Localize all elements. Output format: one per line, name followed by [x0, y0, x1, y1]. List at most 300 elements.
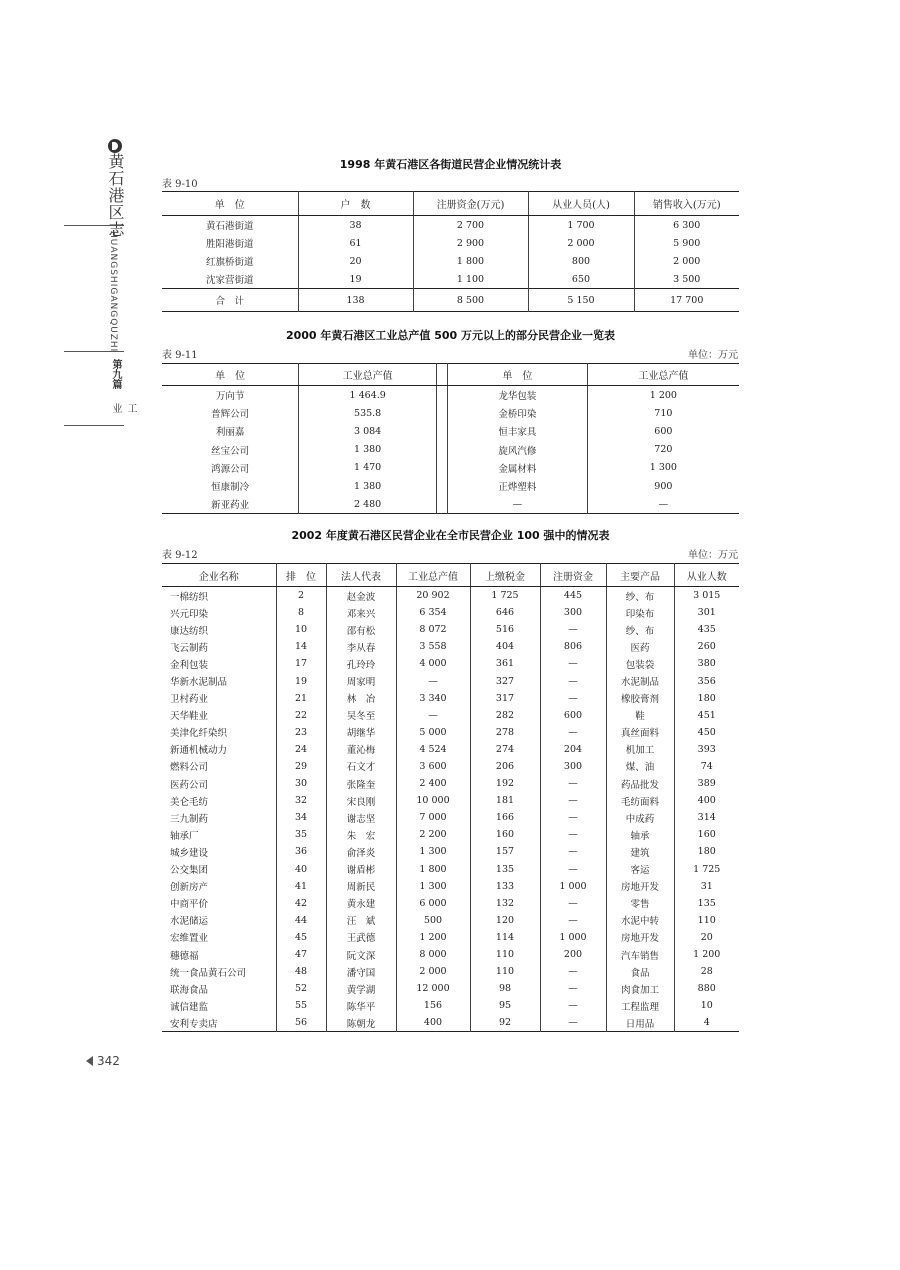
table-cell: — [540, 997, 606, 1014]
table-cell: 房地开发 [606, 878, 674, 895]
table-cell: 160 [470, 826, 540, 843]
table-cell: 650 [528, 270, 634, 289]
table-cell: 林 冶 [326, 690, 396, 707]
column-header: 从业人员(人) [528, 192, 634, 216]
table-cell: — [540, 690, 606, 707]
table-cell: 一棉纺织 [170, 591, 209, 603]
table-cell: 6 354 [396, 604, 470, 621]
table-cell: 135 [470, 861, 540, 878]
table-cell: 138 [298, 289, 413, 312]
table-cell: 317 [470, 690, 540, 707]
table-cell: 印染布 [606, 604, 674, 621]
table-cell: 516 [470, 621, 540, 638]
table-cell: 鸿源公司 [211, 463, 250, 475]
table-cell: 3 600 [396, 758, 470, 775]
table-row [162, 234, 739, 252]
table-cell: 1 380 [299, 441, 437, 459]
table-cell: 金属材料 [498, 463, 537, 475]
table-cell: 1 470 [299, 459, 437, 477]
table-cell: 新亚药业 [211, 500, 250, 512]
table-header-row [162, 364, 739, 386]
table-row [162, 775, 739, 792]
divider [64, 425, 124, 426]
table-cell: 133 [470, 878, 540, 895]
table-cell: 120 [470, 912, 540, 929]
table-header-row [162, 564, 739, 587]
table-cell: 24 [276, 741, 326, 758]
table-cell: 丝宝公司 [211, 445, 250, 457]
table-cell: 48 [276, 963, 326, 980]
table-cell: 181 [470, 792, 540, 809]
table-cell: 47 [276, 946, 326, 963]
table-cell: 房地开发 [606, 929, 674, 946]
left-triangle-icon [86, 1056, 93, 1066]
table-cell: 132 [470, 895, 540, 912]
table-header-row [162, 192, 739, 216]
table-cell: 1 700 [528, 216, 634, 235]
table-cell: 孔玲玲 [326, 655, 396, 672]
table-row [162, 980, 739, 997]
table-cell: 安利专卖店 [170, 1018, 218, 1030]
table-cell: 俞泽炎 [326, 843, 396, 860]
table-cell: 邓来兴 [326, 604, 396, 621]
table-cell: 1 725 [470, 587, 540, 605]
page-number [86, 1054, 120, 1068]
table-cell: 李从春 [326, 638, 396, 655]
table-cell: 2 700 [413, 216, 528, 235]
table-cell: 3 500 [634, 270, 739, 289]
table-row [162, 672, 739, 689]
table-cell: 28 [674, 963, 739, 980]
table-cell: 邵有松 [326, 621, 396, 638]
table-cell: 橡胶膏剂 [606, 690, 674, 707]
table-cell: 黄石港街道 [205, 221, 254, 232]
table-row [162, 741, 739, 758]
table-row [162, 690, 739, 707]
table-cell: 38 [298, 216, 413, 235]
book-logo-icon [108, 139, 122, 153]
table-row [162, 895, 739, 912]
table-cell: — [540, 895, 606, 912]
table2-caption: 表 9-11 [162, 350, 198, 361]
table-row [162, 252, 739, 270]
table-cell: 燃料公司 [170, 762, 209, 774]
table-cell: 卫村药业 [170, 694, 209, 706]
table-row [162, 477, 739, 495]
table-cell: 黄永建 [326, 895, 396, 912]
table-cell: 646 [470, 604, 540, 621]
table-cell: 1 800 [413, 252, 528, 270]
table-cell: 谢志坚 [326, 809, 396, 826]
table-cell: 20 902 [396, 587, 470, 605]
table-cell: 10 [276, 621, 326, 638]
table-cell: 天华鞋业 [170, 711, 209, 723]
table-cell: 朱 宏 [326, 826, 396, 843]
table-cell: 22 [276, 707, 326, 724]
table-cell: 1 000 [540, 878, 606, 895]
table-cell: 36 [276, 843, 326, 860]
column-header: 注册资金(万元) [413, 192, 528, 216]
table-cell: 110 [674, 912, 739, 929]
table-cell: 55 [276, 997, 326, 1014]
column-header: 单 位 [162, 192, 298, 216]
table-cell: 23 [276, 724, 326, 741]
table-cell: — [396, 672, 470, 689]
table3-title: 2002 年度黄石港区民营企业在全市民营企业 100 强中的情况表 [291, 529, 610, 542]
table-cell: — [540, 809, 606, 826]
table-cell: 3 558 [396, 638, 470, 655]
table-cell: 陈华平 [326, 997, 396, 1014]
table-cell: 4 524 [396, 741, 470, 758]
table-cell: 4 [674, 1014, 739, 1032]
table-cell: 万向节 [215, 391, 245, 403]
table-cell: 宋良刚 [326, 792, 396, 809]
table-cell: 黄学湖 [326, 980, 396, 997]
table-cell: 41 [276, 878, 326, 895]
table1 [162, 191, 739, 312]
table-cell: 40 [276, 861, 326, 878]
table-row [162, 604, 739, 621]
column-header: 工业总产值 [396, 564, 470, 587]
table-cell: 中成药 [606, 809, 674, 826]
table-cell: 710 [587, 404, 739, 422]
table3-unit: 单位：万元 [688, 550, 738, 561]
table-cell: 1 300 [587, 459, 739, 477]
table-cell: 正烨塑料 [498, 482, 537, 494]
table-cell: 1 300 [396, 878, 470, 895]
table-cell: 红旗桥街道 [205, 257, 254, 268]
table-cell: 诚信建监 [170, 1001, 209, 1013]
table-cell: 361 [470, 655, 540, 672]
table-cell: 康达纺织 [170, 625, 209, 637]
table-cell: 沈家营街道 [205, 275, 254, 286]
table-cell: 282 [470, 707, 540, 724]
table-cell: 435 [674, 621, 739, 638]
table-cell: 飞云制药 [170, 642, 209, 654]
table-cell: 5 150 [528, 289, 634, 312]
table-cell: 380 [674, 655, 739, 672]
table-cell: 3 015 [674, 587, 739, 605]
column-header: 法人代表 [326, 564, 396, 587]
table-cell: 535.8 [299, 404, 437, 422]
table-cell: 1 000 [540, 929, 606, 946]
table-row [162, 386, 739, 405]
column-header: 主要产品 [606, 564, 674, 587]
table-cell: 公交集团 [170, 865, 209, 877]
table-cell: 兴元印染 [170, 608, 209, 620]
table-cell: 水泥中转 [606, 912, 674, 929]
table-cell: 42 [276, 895, 326, 912]
table-row [162, 912, 739, 929]
table-cell: 包装袋 [606, 655, 674, 672]
table-cell: — [396, 707, 470, 724]
table-cell: 278 [470, 724, 540, 741]
table-cell: — [540, 724, 606, 741]
table-row [162, 441, 739, 459]
table-cell: 旋风汽修 [498, 445, 537, 457]
divider [64, 225, 124, 226]
table-cell: 宏维置业 [170, 933, 209, 945]
table-cell: 389 [674, 775, 739, 792]
table-cell: 451 [674, 707, 739, 724]
column-header: 单 位 [447, 364, 587, 386]
table-row [162, 826, 739, 843]
table-cell: 陈朝龙 [326, 1014, 396, 1032]
table-row [162, 758, 739, 775]
table3-caption: 表 9-12 [162, 550, 198, 561]
table-cell: 利丽嘉 [215, 427, 245, 439]
table-cell: 胜阳港街道 [205, 239, 254, 250]
chapter-label: 第九篇 [110, 359, 121, 389]
table-cell: 6 000 [396, 895, 470, 912]
table-cell: 260 [674, 638, 739, 655]
table-cell: 2 400 [396, 775, 470, 792]
table-cell: 156 [396, 997, 470, 1014]
table-cell: 华新水泥制品 [170, 677, 228, 689]
table-cell: — [512, 498, 523, 510]
table-cell: 135 [674, 895, 739, 912]
column-header: 工业总产值 [587, 364, 739, 386]
table-cell: 1 200 [587, 386, 739, 405]
table-cell: 114 [470, 929, 540, 946]
table-cell: 35 [276, 826, 326, 843]
sidebar [64, 135, 136, 430]
table-cell: 煤、油 [606, 758, 674, 775]
table-row [162, 963, 739, 980]
table-cell: 180 [674, 843, 739, 860]
table-cell: 806 [540, 638, 606, 655]
table-cell: 王武德 [326, 929, 396, 946]
column-header: 销售收入(万元) [634, 192, 739, 216]
table-cell: 10 000 [396, 792, 470, 809]
table-cell: 1 200 [396, 929, 470, 946]
table-cell: 董沁梅 [326, 741, 396, 758]
table-cell: 中商平价 [170, 899, 209, 911]
table-cell: — [540, 980, 606, 997]
table-cell: 14 [276, 638, 326, 655]
table-cell: 石文才 [326, 758, 396, 775]
table-row [162, 587, 739, 605]
table-row [162, 724, 739, 741]
table-cell: 314 [674, 809, 739, 826]
table-cell: 445 [540, 587, 606, 605]
table-cell: 274 [470, 741, 540, 758]
table-cell: 医药 [606, 638, 674, 655]
table3 [162, 563, 739, 1032]
table-cell: 110 [470, 963, 540, 980]
table-row [162, 638, 739, 655]
column-header: 从业人数 [674, 564, 739, 587]
table-cell: — [540, 792, 606, 809]
column-header: 上缴税金 [470, 564, 540, 587]
table-cell: 200 [540, 946, 606, 963]
table-cell: 21 [276, 690, 326, 707]
table-cell: 机加工 [606, 741, 674, 758]
table-cell: 吴冬至 [326, 707, 396, 724]
table-cell: 肉食加工 [606, 980, 674, 997]
table-row [162, 216, 739, 235]
table-cell: 74 [674, 758, 739, 775]
table-cell: 轴承厂 [170, 830, 199, 842]
table-cell: 阮文深 [326, 946, 396, 963]
table-cell: 404 [470, 638, 540, 655]
table-cell: 谢盾彬 [326, 861, 396, 878]
table-cell: 日用品 [606, 1014, 674, 1032]
table-cell: 周新民 [326, 878, 396, 895]
table-cell: 19 [298, 270, 413, 289]
table-cell: 900 [587, 477, 739, 495]
table-row [162, 655, 739, 672]
table-cell: 2 900 [413, 234, 528, 252]
table-cell: 美津化纤染织 [170, 728, 228, 740]
table-cell: 医药公司 [170, 779, 209, 791]
table-cell: 周家明 [326, 672, 396, 689]
table-cell: 食品 [606, 963, 674, 980]
table-cell: 2 000 [528, 234, 634, 252]
table-cell: 汽车销售 [606, 946, 674, 963]
table-cell: 2 000 [634, 252, 739, 270]
table-cell: 合 计 [162, 289, 298, 312]
table-cell: 纱、布 [606, 587, 674, 605]
table-cell: 穗德福 [170, 950, 199, 962]
table-cell: 1 380 [299, 477, 437, 495]
table-cell: 356 [674, 672, 739, 689]
section-label: 工业 [110, 403, 136, 421]
table-cell: 17 700 [634, 289, 739, 312]
table-row [162, 861, 739, 878]
column-header: 注册资金 [540, 564, 606, 587]
table-cell: 880 [674, 980, 739, 997]
table-cell: 300 [540, 604, 606, 621]
table-cell: 393 [674, 741, 739, 758]
table-cell: 毛纺面料 [606, 792, 674, 809]
table-cell: 8 [276, 604, 326, 621]
table-cell: 400 [396, 1014, 470, 1032]
table-cell: 恒康制冷 [211, 482, 250, 494]
table-cell: 2 200 [396, 826, 470, 843]
table-row [162, 707, 739, 724]
table-row [162, 422, 739, 440]
table1-title: 1998 年黄石港区各街道民营企业情况统计表 [339, 158, 562, 171]
table-cell: 1 300 [396, 843, 470, 860]
table-cell: — [540, 1014, 606, 1032]
table-row [162, 495, 739, 514]
table-cell: 56 [276, 1014, 326, 1032]
table-cell: 6 300 [634, 216, 739, 235]
table-row [162, 270, 739, 289]
table-row [162, 946, 739, 963]
table-cell: 汪 斌 [326, 912, 396, 929]
table-cell: 龙华包装 [498, 391, 537, 403]
table-cell: — [540, 826, 606, 843]
table-cell: 10 [674, 997, 739, 1014]
table-row [162, 792, 739, 809]
table-cell: 水泥储运 [170, 916, 209, 928]
table-row [162, 843, 739, 860]
table-cell: 17 [276, 655, 326, 672]
table-cell: — [540, 912, 606, 929]
table-row [162, 929, 739, 946]
table-cell: 美仑毛纺 [170, 796, 209, 808]
table-row [162, 459, 739, 477]
table-cell: 建筑 [606, 843, 674, 860]
table-cell: 1 800 [396, 861, 470, 878]
table-cell: — [540, 843, 606, 860]
table-cell: 赵金波 [326, 587, 396, 605]
table-cell: — [540, 963, 606, 980]
table-cell: 真丝面料 [606, 724, 674, 741]
table2-unit: 单位：万元 [688, 350, 738, 361]
table-cell: 8 000 [396, 946, 470, 963]
table-cell: 61 [298, 234, 413, 252]
column-header: 户 数 [298, 192, 413, 216]
table-cell: 统一食品黄石公司 [170, 967, 247, 979]
table-cell: 8 500 [413, 289, 528, 312]
table-total-row [162, 289, 739, 312]
table-row [162, 809, 739, 826]
table-cell: 166 [470, 809, 540, 826]
table-cell: 联海食品 [170, 984, 209, 996]
table-row [162, 621, 739, 638]
column-header: 单 位 [162, 364, 299, 386]
table-cell: 7 000 [396, 809, 470, 826]
table-cell: — [540, 861, 606, 878]
table-cell: 8 072 [396, 621, 470, 638]
table-cell: 157 [470, 843, 540, 860]
table-cell: 327 [470, 672, 540, 689]
table-cell: 450 [674, 724, 739, 741]
table-cell: 19 [276, 672, 326, 689]
table-cell: 20 [674, 929, 739, 946]
table-cell: 301 [674, 604, 739, 621]
table-cell: 新通机械动力 [170, 745, 228, 757]
table-row [162, 1014, 739, 1032]
table-cell: — [540, 621, 606, 638]
table-cell: 恒丰家具 [498, 427, 537, 439]
table-cell: 3 084 [299, 422, 437, 440]
table-cell: 180 [674, 690, 739, 707]
table-cell: 5 000 [396, 724, 470, 741]
table-cell: 52 [276, 980, 326, 997]
table-cell: 110 [470, 946, 540, 963]
table-cell: 工程监理 [606, 997, 674, 1014]
table-cell: 零售 [606, 895, 674, 912]
table1-caption: 表 9-10 [162, 179, 198, 190]
table-cell: 潘守国 [326, 963, 396, 980]
table-cell: 32 [276, 792, 326, 809]
column-gap [437, 364, 448, 386]
table-cell: 45 [276, 929, 326, 946]
table-cell: 20 [298, 252, 413, 270]
table-cell: 98 [470, 980, 540, 997]
book-title: 黄石港区志 [106, 153, 125, 238]
table-cell: 1 200 [674, 946, 739, 963]
table-cell: 2 [276, 587, 326, 605]
table-cell: 34 [276, 809, 326, 826]
table-cell: 纱、布 [606, 621, 674, 638]
table-cell: 44 [276, 912, 326, 929]
table-cell: 30 [276, 775, 326, 792]
table-cell: 600 [540, 707, 606, 724]
table-row [162, 404, 739, 422]
table-cell: 客运 [606, 861, 674, 878]
table-cell: 3 340 [396, 690, 470, 707]
table-cell: 160 [674, 826, 739, 843]
table-cell: 92 [470, 1014, 540, 1032]
table-cell: 2 000 [396, 963, 470, 980]
table-cell: — [587, 495, 739, 514]
table-cell: 药品批发 [606, 775, 674, 792]
